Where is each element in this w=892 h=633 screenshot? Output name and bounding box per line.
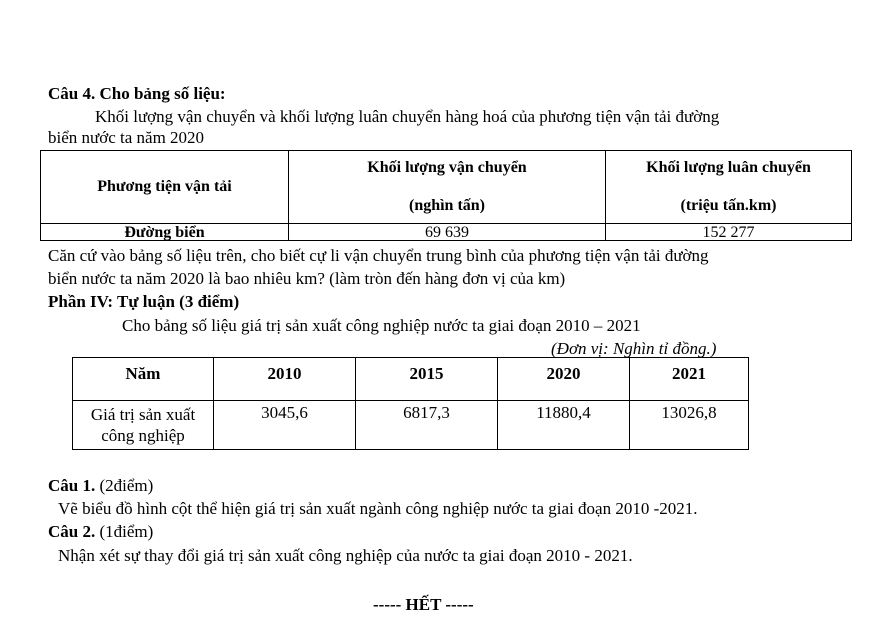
q4-question-line1: Căn cứ vào bảng số liệu trên, cho biết cự li vận chuyển trung bình của phương tiện vận tải đường: [48, 246, 709, 265]
part4-q1-points: (2điểm): [95, 476, 154, 495]
part4-unit: (Đơn vị: Nghìn tỉ đồng.): [551, 339, 717, 358]
part4-intro: Cho bảng số liệu giá trị sản xuất công nghiệp nước ta giai đoạn 2010 – 2021: [122, 316, 641, 335]
part4-heading: Phần IV: Tự luận (3 điểm): [48, 292, 240, 311]
q4-col-header-volume: [289, 151, 606, 224]
q4-question-line2: biển nước ta năm 2020 là bao nhiêu km? (làm tròn đến hàng đơn vị của km): [48, 269, 566, 288]
q4-table: [40, 150, 852, 241]
part4-q2-text: Nhận xét sự thay đổi giá trị sản xuất công nghiệp của nước ta giai đoạn 2010 - 2021.: [58, 546, 633, 565]
q4-row-label: Đường biển: [41, 224, 289, 241]
q4-col3-line2: (triệu tấn.km): [680, 197, 777, 214]
q4-intro-line2: biển nước ta năm 2020: [48, 128, 205, 147]
part4-row-label: [73, 401, 214, 450]
part4-row-label-line1: Giá trị sản xuất: [90, 405, 196, 424]
q4-col2-line2: (nghìn tấn): [408, 197, 486, 214]
q4-col2-line1: Khối lượng vận chuyển: [367, 159, 527, 176]
part4-q1-heading: [48, 476, 153, 496]
q4-heading: Câu 4. Cho bảng số liệu:: [48, 84, 226, 103]
part4-header-2020: 2020: [498, 358, 630, 401]
part4-header-2021: 2021: [630, 358, 749, 401]
q4-row-turnover: 152 277: [606, 224, 852, 241]
part4-table: [72, 357, 749, 450]
q4-intro-line1: Khối lượng vận chuyển và khối lượng luân chuyển hàng hoá của phương tiện vận tải đường: [95, 107, 720, 126]
part4-value-2010: 3045,6: [214, 401, 356, 450]
q4-row-volume: 69 639: [289, 224, 606, 241]
q4-col-header-vehicle: Phương tiện vận tải: [41, 151, 289, 224]
part4-value-2015: 6817,3: [356, 401, 498, 450]
part4-header-year: Năm: [73, 358, 214, 401]
part4-q1-label: Câu 1.: [48, 476, 96, 495]
q4-col3-line1: Khối lượng luân chuyển: [646, 159, 811, 176]
part4-header-2015: 2015: [356, 358, 498, 401]
part4-q2-label: Câu 2.: [48, 522, 96, 541]
part4-q2-heading: [48, 522, 153, 542]
part4-q2-points: (1điểm): [95, 522, 154, 541]
end-marker: ----- HẾT -----: [373, 595, 474, 614]
part4-value-2020: 11880,4: [498, 401, 630, 450]
part4-q1-text: Vẽ biểu đồ hình cột thể hiện giá trị sản xuất ngành công nghiệp nước ta giai đoạn 2010 -2021.: [58, 499, 698, 518]
q4-col-header-turnover: [606, 151, 852, 224]
part4-row-label-line2: công nghiệp: [101, 426, 185, 445]
part4-header-2010: 2010: [214, 358, 356, 401]
part4-value-2021: 13026,8: [630, 401, 749, 450]
